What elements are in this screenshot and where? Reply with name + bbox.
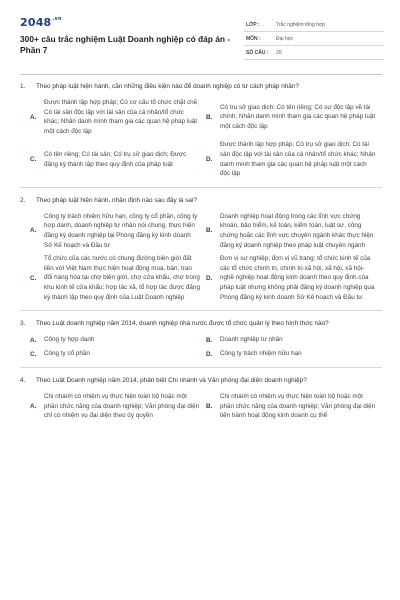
option-label: B.	[206, 402, 213, 410]
answer-option-a[interactable]	[30, 210, 206, 252]
option-label: B.	[206, 113, 213, 121]
option-text: Có trụ sở giao dịch; Có tên riêng; Có sự độc lập về tài chính; Nhân danh mình tham gia các quan hệ pháp luật một cách độc lập	[220, 103, 376, 130]
answer-option-a[interactable]	[30, 96, 206, 138]
meta-value: Trắc nghiệm tổng hợp	[276, 22, 325, 28]
site-logo[interactable]	[20, 16, 62, 29]
question-prompt: Theo pháp luật hiện hành, cần những điều kiện nào để doanh nghiệp có tư cách pháp nhân?	[36, 83, 299, 90]
answer-option-a[interactable]	[30, 333, 206, 347]
option-text: Đơn vị sự nghiệp; đơn vị vũ trang; tổ chức kinh tế của các tổ chức chính trị, chính trị-xã hội, xã hội, xã hội-nghề nghiệp hoạt động kinh doanh theo quy định của pháp luật nhưng không phải đăng ký doanh nghiệp qua Phòng đăng ký kinh doanh Sở Kế hoạch và Đầu tư	[220, 255, 375, 301]
answer-option-b[interactable]	[206, 210, 382, 252]
option-text: Chi nhánh có nhiệm vụ thực hiện toàn bộ hoặc một phần chức năng của doanh nghiệp; Văn phòng đại diện tiến hành hoạt động kinh doanh cụ thể	[220, 393, 376, 420]
meta-label: SỐ CÂU :	[246, 50, 269, 56]
meta-label: MÔN :	[246, 36, 261, 42]
answer-option-a[interactable]	[30, 390, 206, 423]
option-label: C.	[30, 274, 37, 282]
option-label: A.	[30, 113, 37, 121]
answer-options	[20, 210, 382, 304]
question-number: 3.	[20, 320, 26, 328]
meta-value: Đại học	[276, 36, 293, 42]
answer-options	[20, 333, 382, 361]
question-list	[20, 82, 382, 431]
option-text: Doanh nghiệp tư nhân	[220, 336, 283, 344]
question-prompt: Theo Luật Doanh nghiệp năm 2014, phân biệt Chi nhánh và Văn phòng đại diện doanh nghiệp?	[36, 377, 307, 385]
option-text: Chi nhánh có nhiệm vụ thực hiện toàn bộ hoặc một phần chức năng của doanh nghiệp; Văn phòng đại diện chỉ có nhiệm vụ đại diện theo ủy quyền	[44, 393, 200, 420]
option-label: A.	[30, 402, 37, 410]
meta-info-table	[244, 18, 384, 60]
question-2	[20, 196, 382, 311]
question-4	[20, 376, 382, 423]
option-label: B.	[206, 227, 213, 235]
option-text: Doanh nghiệp hoạt động trong các lĩnh vực chứng khoán, bảo hiểm, kế toán, kiểm toán, luật sư, công chứng hoặc các lĩnh vực chuyên ngành khác thực hiện đăng ký doanh nghiệp theo pháp luật chuyên ngành	[220, 212, 374, 249]
question-prompt: Theo pháp luật hiện hành, nhận định nào sau đây là sai?	[36, 196, 197, 204]
question-divider	[20, 187, 382, 188]
meta-label: LỚP :	[246, 22, 260, 28]
option-text: Được thành lập hợp pháp; Có trụ sở giao dịch; Có tài sản độc lập với tài sản của cá nhân/tổ chức khác; Nhân danh mình tham gia các quan hệ pháp luật một cách độc lập	[220, 141, 376, 178]
question-prompt: Theo Luật doanh nghiệp năm 2014, doanh nghiệp nhà nước được tổ chức quản lý theo hình thức nào?	[36, 320, 329, 328]
option-text: Công ty trách nhiệm hữu hạn, công ty cổ phần, công ty hợp danh, doanh nghiệp tư nhân nói chung, thực hiện đăng ký doanh nghiệp tại Phòng đăng ký kinh doanh Sở Kế hoạch và Đầu tư	[44, 212, 198, 249]
answer-option-c[interactable]	[30, 252, 206, 304]
answer-option-b[interactable]	[206, 333, 382, 347]
question-text	[20, 196, 382, 205]
question-text	[20, 376, 382, 385]
option-label: B.	[206, 336, 213, 344]
option-text: Được thành lập hợp pháp; Có cơ cấu tổ chức chặt chẽ; Có tài sản độc lập với tài sản của cá nhân/tổ chức khác; Nhân danh mình tham gia các quan hệ pháp luật một cách độc lập	[44, 99, 199, 135]
option-text: Tổ chức của các nước có chung đường biên giới đất liền với Việt Nam thực hiện hoạt động mua, bán, trao đổi hàng hóa tại chợ biên giới, chợ cửa khẩu, chợ trong khu kinh tế cửa khẩu; hợp tác xã, tổ hợp tác được đăng ký thành lập theo quy định của Luật Doanh nghiệp	[44, 255, 200, 301]
option-label: D.	[206, 350, 213, 358]
answer-options	[20, 96, 382, 181]
header-divider	[20, 74, 382, 75]
answer-option-d[interactable]	[206, 138, 382, 180]
logo-text: 2048	[20, 16, 52, 29]
answer-option-c[interactable]	[30, 138, 206, 180]
meta-value: 20	[276, 50, 282, 56]
question-3	[20, 319, 382, 368]
question-number: 4.	[20, 377, 26, 385]
option-label: D.	[206, 156, 213, 164]
answer-option-b[interactable]	[206, 96, 382, 138]
question-1	[20, 82, 382, 188]
answer-option-d[interactable]	[206, 252, 382, 304]
option-label: D.	[206, 274, 213, 282]
meta-row-class	[244, 18, 384, 32]
option-text: Có tên riêng; Có tài sản; Có trụ sở giao dịch; Được đăng ký thành lập theo quy định của pháp luật	[44, 150, 187, 168]
document-header	[20, 10, 382, 68]
question-text	[20, 82, 382, 91]
page-title: 300+ câu trắc nghiệm Luật Doanh nghiệp có đáp án - Phần 7	[20, 34, 231, 55]
answer-options	[20, 390, 382, 423]
option-text: Công ty cổ phần	[44, 350, 90, 358]
option-text: Công ty hợp danh	[44, 336, 95, 344]
option-label: A.	[30, 227, 37, 235]
option-label: C.	[30, 156, 37, 164]
question-text	[20, 319, 382, 328]
meta-row-count	[244, 46, 384, 60]
meta-row-subject	[244, 32, 384, 46]
question-divider	[20, 367, 382, 368]
answer-option-d[interactable]	[206, 347, 382, 361]
answer-option-c[interactable]	[30, 347, 206, 361]
answer-option-b[interactable]	[206, 390, 382, 423]
question-number: 2.	[20, 196, 26, 204]
question-number: 1.	[20, 83, 26, 90]
logo-suffix: .vn	[52, 16, 62, 22]
option-text: Công ty trách nhiệm hữu hạn	[220, 350, 302, 358]
question-divider	[20, 310, 382, 311]
option-label: C.	[30, 350, 37, 358]
option-label: A.	[30, 336, 37, 344]
